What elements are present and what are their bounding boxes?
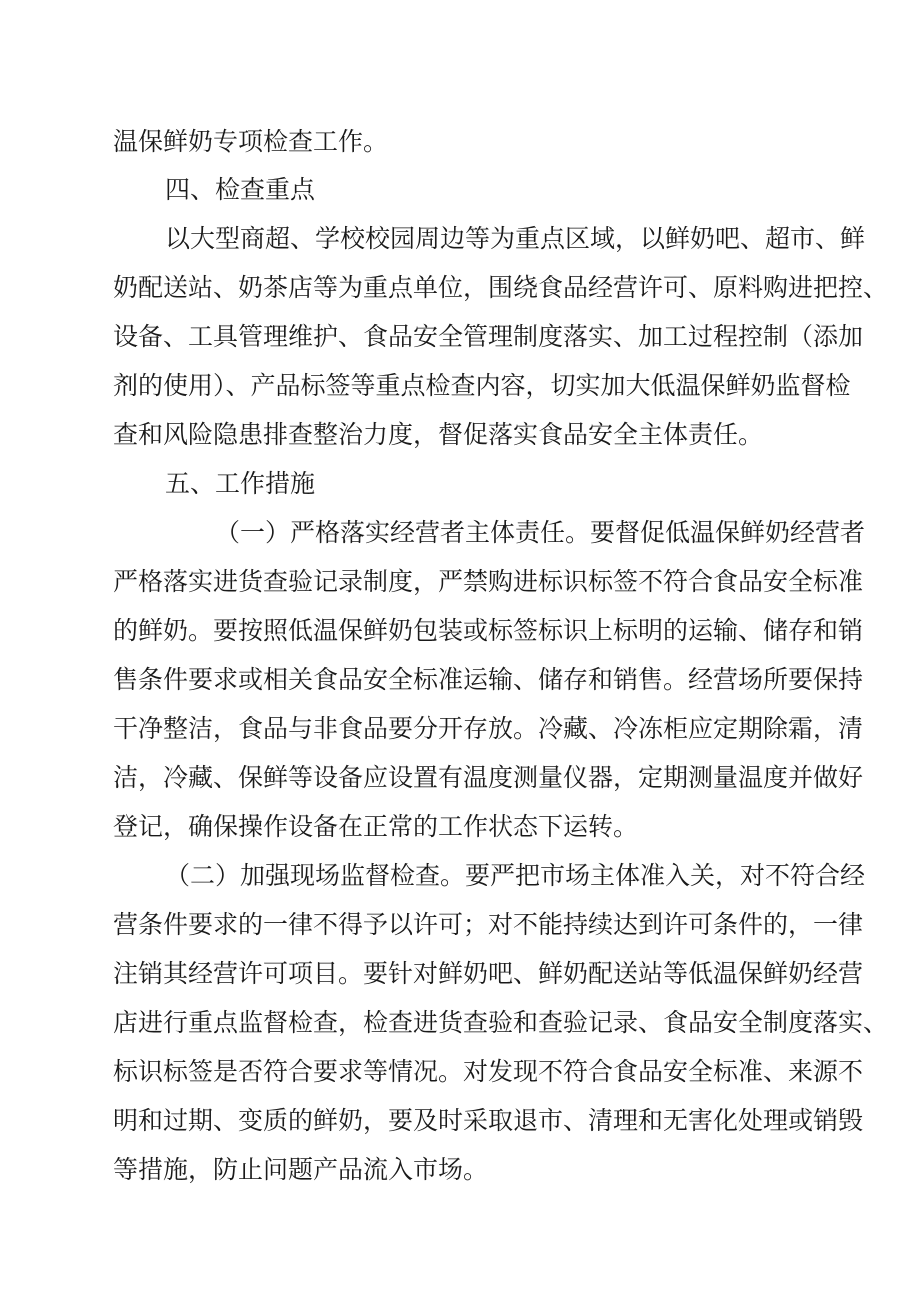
text-line: 登记，确保操作设备在正常的工作状态下运转。 (113, 812, 639, 841)
text-line: 明和过期、变质的鲜奶，要及时采取退市、清理和无害化处理或销毁 (113, 1106, 864, 1135)
text-line: 温保鲜奶专项检查工作。 (113, 127, 389, 156)
subsection-heading-2: （二）加强现场监督检查。要严把市场主体准入关，对不符合经 (165, 861, 866, 890)
text-line: 洁，冷藏、保鲜等设备应设置有温度测量仪器，定期测量温度并做好 (113, 763, 864, 792)
text-line: 设备、工具管理维护、食品安全管理制度落实、加工过程控制（添加 (113, 322, 864, 351)
text-line: 标识标签是否符合要求等情况。对发现不符合食品安全标准、来源不 (113, 1057, 864, 1086)
text-line: 营条件要求的一律不得予以许可；对不能持续达到许可条件的，一律 (113, 910, 864, 939)
subsection-heading-1: （一）严格落实经营者主体责任。要督促低温保鲜奶经营者 (215, 518, 866, 547)
text-line: 干净整洁，食品与非食品要分开存放。冷藏、冷冻柜应定期除霜，清 (113, 714, 864, 743)
text-line: 等措施，防止问题产品流入市场。 (113, 1155, 489, 1184)
text-line: 查和风险隐患排查整治力度，督促落实食品安全主体责任。 (113, 420, 764, 449)
text-line: 售条件要求或相关食品安全标准运输、储存和销售。经营场所要保持 (113, 665, 864, 694)
text-line: 奶配送站、奶茶店等为重点单位，围绕食品经营许可、原料购进把控、 (113, 273, 889, 302)
text-line: 以大型商超、学校校园周边等为重点区域，以鲜奶吧、超市、鲜 (165, 224, 866, 253)
text-line: 的鲜奶。要按照低温保鲜奶包装或标签标识上标明的运输、储存和销 (113, 616, 864, 645)
text-line: 剂的使用）、产品标签等重点检查内容，切实加大低温保鲜奶监督检 (113, 371, 851, 400)
text-line: 注销其经营许可项目。要针对鲜奶吧、鲜奶配送站等低温保鲜奶经营 (113, 959, 864, 988)
text-line: 严格落实进货查验记录制度，严禁购进标识标签不符合食品安全标准 (113, 567, 864, 596)
text-line: 店进行重点监督检查，检查进货查验和查验记录、食品安全制度落实、 (113, 1008, 889, 1037)
section-heading-5: 五、工作措施 (165, 469, 316, 498)
section-heading-4: 四、检查重点 (165, 175, 316, 204)
